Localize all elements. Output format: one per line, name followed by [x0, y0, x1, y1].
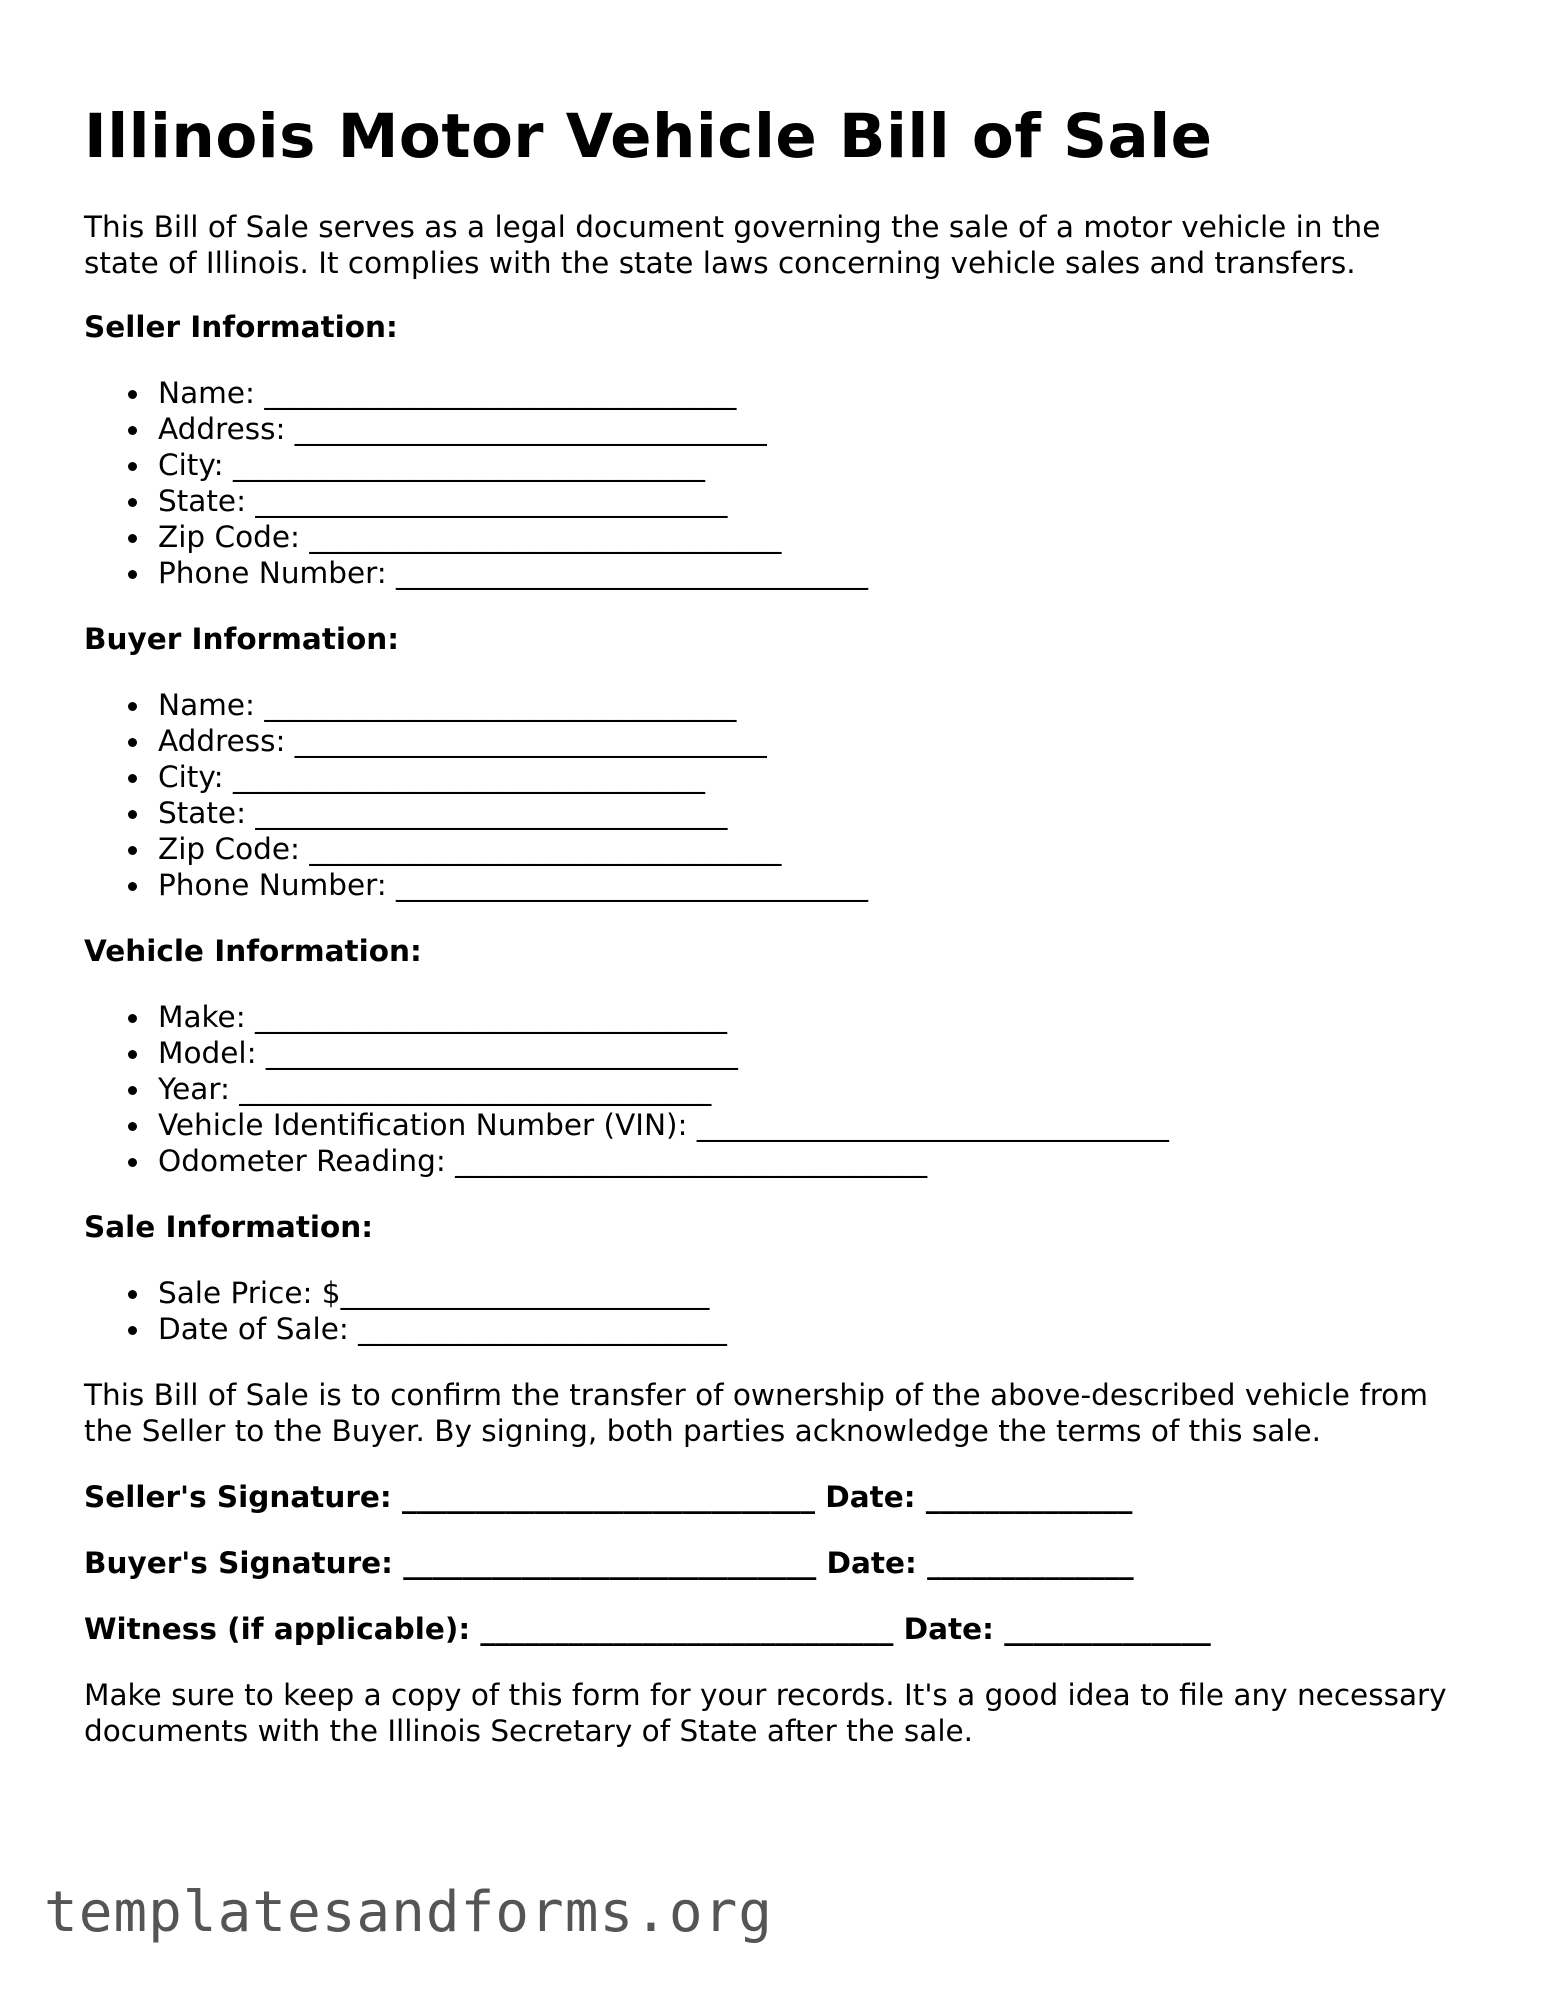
buyer-field-list [84, 687, 1464, 903]
buyer-city-field: City: ________________________________ [158, 759, 1464, 795]
document-page [84, 100, 1464, 1749]
intro-paragraph: This Bill of Sale serves as a legal document governing the sale of a motor vehicle in the state of Illinois. It complies with the state laws concerning vehicle sales and transfers. [84, 210, 1381, 281]
sale-date-field: Date of Sale: _________________________ [158, 1311, 1464, 1347]
vehicle-odometer-field: Odometer Reading: ________________________________ [158, 1143, 1464, 1179]
buyer-state-field: State: ________________________________ [158, 795, 1464, 831]
seller-address-field: Address: ________________________________ [158, 411, 1464, 447]
seller-city-field: City: ________________________________ [158, 447, 1464, 483]
buyer-signature-line: Buyer's Signature: ____________________________ Date: ______________ [84, 1546, 1134, 1581]
vehicle-model-field: Model: ________________________________ [158, 1035, 1464, 1071]
sale-heading: Sale Information: [84, 1210, 374, 1245]
sale-price-field: Sale Price: $_________________________ [158, 1275, 1464, 1311]
watermark: templatesandforms.org [44, 1880, 774, 1945]
vehicle-vin-field: Vehicle Identification Number (VIN): ________________________________ [158, 1107, 1464, 1143]
buyer-zip-field: Zip Code: ________________________________ [158, 831, 1464, 867]
closing-paragraph: This Bill of Sale is to confirm the transfer of ownership of the above-described vehicle from the Seller to the Buyer. By signing, both parties acknowledge the terms of this sale. [84, 1378, 1428, 1449]
seller-heading: Seller Information: [84, 310, 398, 345]
seller-field-list [84, 375, 1464, 591]
seller-state-field: State: ________________________________ [158, 483, 1464, 519]
witness-signature-line: Witness (if applicable): ____________________________ Date: ______________ [84, 1612, 1211, 1647]
seller-phone-field: Phone Number: ________________________________ [158, 555, 1464, 591]
document-title: Illinois Motor Vehicle Bill of Sale [84, 101, 1213, 172]
vehicle-make-field: Make: ________________________________ [158, 999, 1464, 1035]
vehicle-field-list [84, 999, 1464, 1179]
buyer-phone-field: Phone Number: ________________________________ [158, 867, 1464, 903]
seller-signature-line: Seller's Signature: ____________________________ Date: ______________ [84, 1480, 1133, 1515]
buyer-name-field: Name: ________________________________ [158, 687, 1464, 723]
sale-field-list [84, 1275, 1464, 1347]
seller-name-field: Name: ________________________________ [158, 375, 1464, 411]
vehicle-heading: Vehicle Information: [84, 934, 422, 969]
buyer-heading: Buyer Information: [84, 622, 400, 657]
footer-paragraph: Make sure to keep a copy of this form for your records. It's a good idea to file any necessary documents with the Illinois Secretary of State after the sale. [84, 1678, 1447, 1749]
seller-zip-field: Zip Code: ________________________________ [158, 519, 1464, 555]
vehicle-year-field: Year: ________________________________ [158, 1071, 1464, 1107]
buyer-address-field: Address: ________________________________ [158, 723, 1464, 759]
